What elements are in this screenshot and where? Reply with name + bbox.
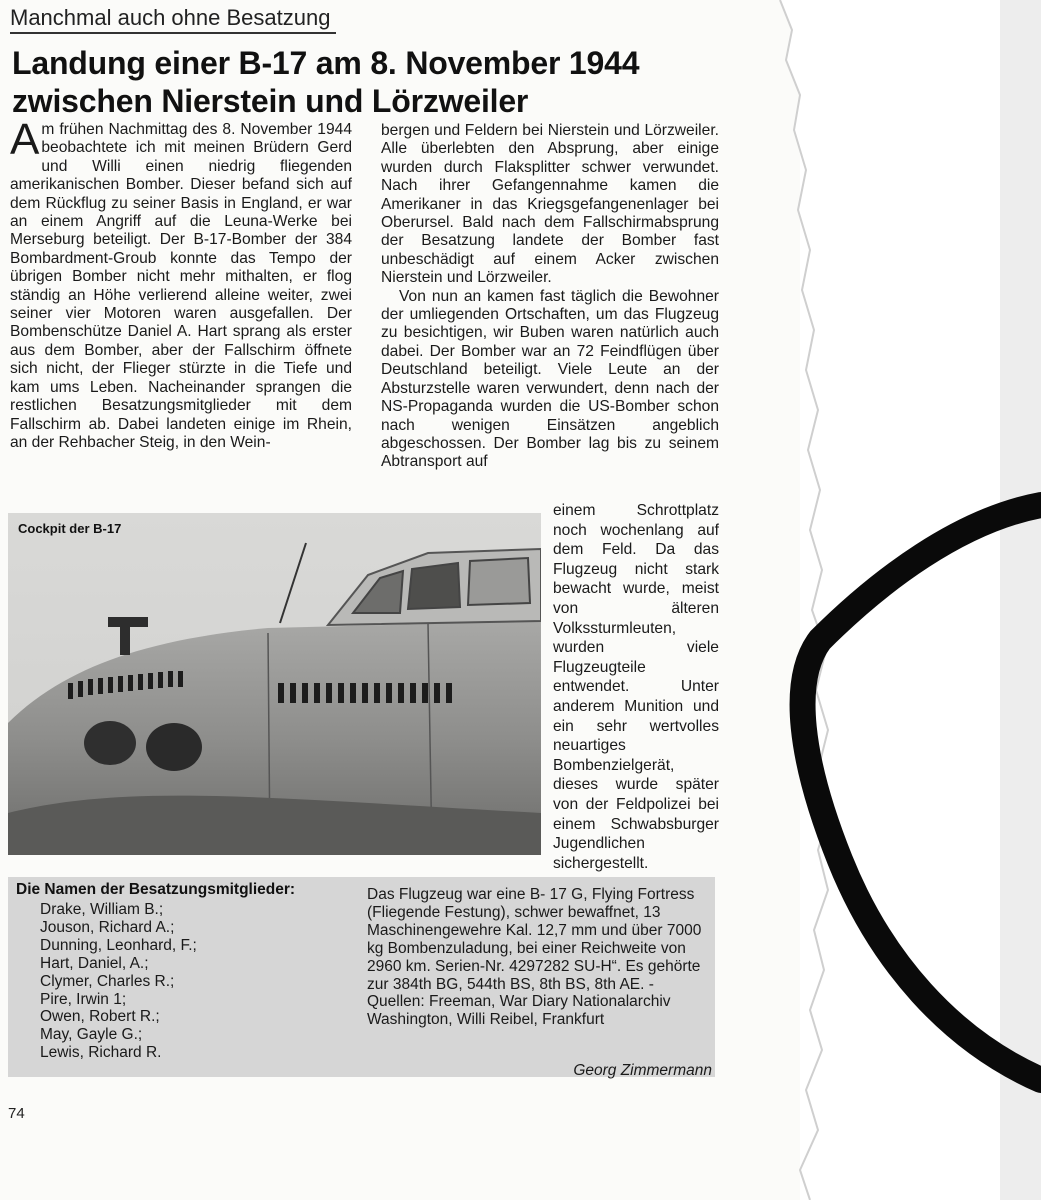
- aircraft-facts: [367, 886, 712, 1029]
- crew-member: Owen, Robert R.;: [40, 1008, 160, 1026]
- article-column-2: [381, 122, 719, 472]
- crew-member: Clymer, Charles R.;: [40, 972, 175, 990]
- aircraft-facts-text: Das Flugzeug war eine B- 17 G, Flying Fortress (Fliegende Festung), schwer bewaffnet, 13 Maschinengewehre Kal. 12,7 mm und über 7000 kg Bombenzuladung, bei einer Reichweite von 2960 km. Serien-Nr. 4297282 SU-H“. Es gehörte zur 384th BG, 544th BS, 8th BS, 8th AE. - Quellen: Freeman, War Diary Nationalarchiv Washington, Willi Reibel, Frankfurt: [367, 886, 702, 1029]
- crew-member: Dunning, Leonhard, F.;: [40, 936, 197, 954]
- column-2-paragraph-2: Von nun an kamen fast täglich die Bewohner der umliegenden Ortschaften, um das Flugzeug zu besichtigen, wir Buben waren natürlich auch dabei. Der Bomber war an 72 Feindflügen über Deutschland beteiligt. Viele Leute an der Absturzstelle waren verwundert, denn nach der NS-Propaganda wurden die US-Bomber schon nach wenigen Einsätzen angeblich abgeschossen. Der Bomber lag bis zu seinem Abtransport auf: [381, 287, 719, 471]
- article-column-3: einem Schrottplatz noch wochenlang auf dem Feld. Da das Flugzeug nicht stark bewacht wurde, meist von älteren Volkssturmleuten, wurden viele Flugzeugteile entwendet. Unter anderem Munition und ein sehr wertvolles neuartiges Bombenzielgerät, dieses wurde später von der Feldpolizei bei einem Schwabsburger Jugendlichen sichergestellt.: [553, 502, 719, 872]
- crew-list-title: Die Namen der Besatzungsmitglieder:: [16, 881, 296, 898]
- section-kicker: Manchmal auch ohne Besatzung: [10, 4, 336, 34]
- author-name: Georg Zimmermann: [573, 1062, 712, 1079]
- crew-member: Jouson, Richard A.;: [40, 918, 175, 936]
- headline-line-2: zwischen Nierstein und Lörzweiler: [12, 83, 529, 119]
- column-2-paragraph-1: bergen und Feldern bei Nierstein und Lörzweiler. Alle überlebten den Absprung, aber einige wurden durch Flaksplitter schwer verwundet. Nach ihrer Gefangennahme kamen die Amerikaner in das Kriegsgefangenenlager bei Oberursel. Bald nach dem Fallschirmabsprung der Besatzung landete der Bomber fast unbeschädigt auf einem Acker zwischen Nierstein und Lörzweiler.: [381, 122, 719, 287]
- article-headline: [12, 44, 772, 120]
- headline-line-1: Landung einer B-17 am 8. November 1944: [12, 45, 640, 81]
- b17-cockpit-photo: [8, 513, 541, 855]
- photo-caption: Cockpit der B-17: [18, 521, 122, 536]
- crew-member: Pire, Irwin 1;: [40, 990, 127, 1008]
- crew-member: Hart, Daniel, A.;: [40, 954, 149, 972]
- column-1-text: m frühen Nachmittag des 8. November 1944 beobachtete ich mit meinen Brüdern Gerd und Willi einen niedrig fliegenden amerikanischen Bomber. Dieser befand sich auf dem Rückflug zu seiner Basis in England, er war an einem Angriff auf die Leuna-Werke bei Merseburg beteiligt. Der B-17-Bomber der 384 Bombardment-Groub konnte das Tempo der übrigen Bomber nicht mehr mithalten, er flog ständig an Höhe verlierend alleine weiter, zwei seiner vier Motoren waren ausgefallen. Der Bombenschütze Daniel A. Hart sprang als erster aus dem Bomber, aber der Fallschirm öffnete sich nicht, der Flieger stürzte in die Tiefe und kam ums Leben. Nacheinander sprangen die restlichen Besatzungsmitglieder mit dem Fallschirm ab. Dabei landeten einige im Rhein, an der Rehbacher Steig, in den Wein-: [10, 121, 352, 451]
- crew-list: [40, 901, 197, 1062]
- article-column-1: [10, 115, 352, 452]
- crew-member: Drake, William B.;: [40, 901, 164, 918]
- crew-member: Lewis, Richard R.: [40, 1044, 162, 1062]
- aircraft-photo-illustration: [8, 513, 541, 855]
- crew-member: May, Gayle G.;: [40, 1026, 143, 1044]
- page-number: 74: [8, 1105, 25, 1122]
- drop-cap: A: [10, 115, 40, 164]
